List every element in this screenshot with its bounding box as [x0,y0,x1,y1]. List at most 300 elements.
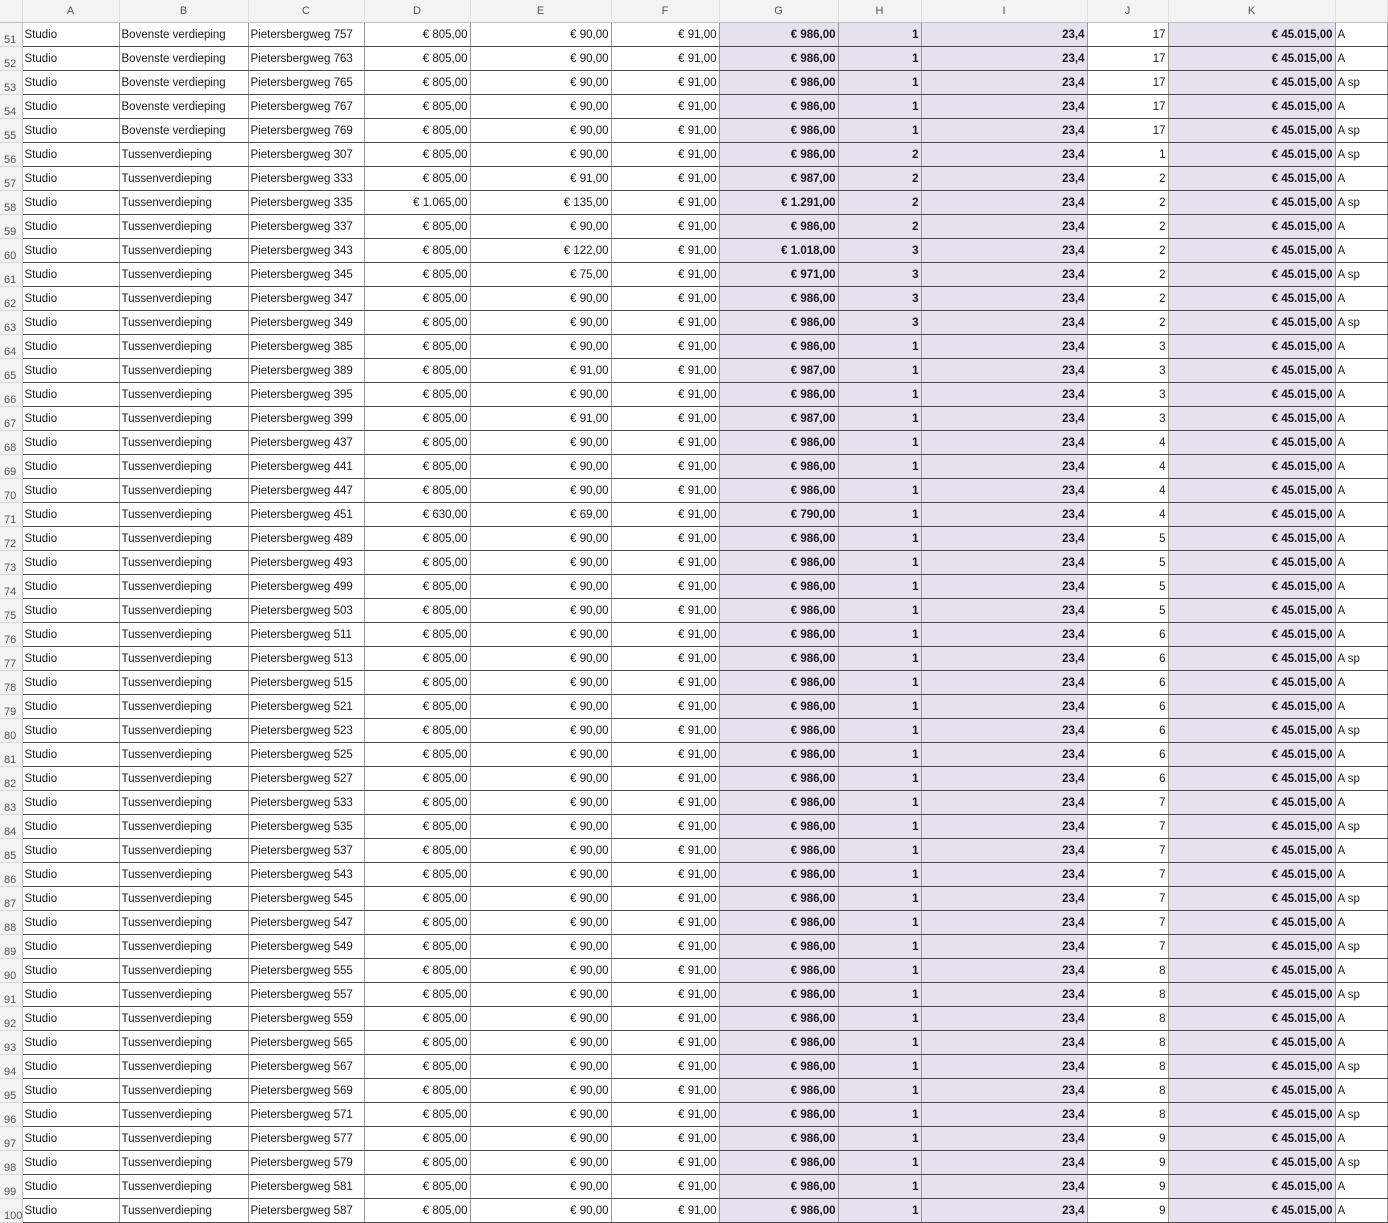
cell-floor[interactable]: Tussenverdieping [119,839,248,863]
row-header[interactable]: 83 [0,791,22,815]
cell-income-limit[interactable]: € 45.015,00 [1168,431,1335,455]
cell-service-costs[interactable]: € 90,00 [470,767,611,791]
cell-total-rent[interactable]: € 986,00 [719,575,838,599]
cell-type[interactable]: Studio [22,431,119,455]
cell-total-rent[interactable]: € 986,00 [719,623,838,647]
cell-count[interactable]: 1 [838,1175,921,1199]
cell-total-rent[interactable]: € 986,00 [719,335,838,359]
column-header-h[interactable]: H [838,0,921,23]
cell-type[interactable]: Studio [22,407,119,431]
cell-floor-number[interactable]: 2 [1087,239,1168,263]
cell-address[interactable]: Pietersbergweg 503 [248,599,364,623]
cell-count[interactable]: 1 [838,47,921,71]
cell-income-limit[interactable]: € 45.015,00 [1168,239,1335,263]
cell-income-limit[interactable]: € 45.015,00 [1168,575,1335,599]
cell-total-rent[interactable]: € 986,00 [719,695,838,719]
cell-area[interactable]: 23,4 [921,239,1087,263]
cell-label[interactable]: A [1335,1079,1387,1103]
cell-count[interactable]: 1 [838,1055,921,1079]
cell-floor-number[interactable]: 3 [1087,407,1168,431]
cell-address[interactable]: Pietersbergweg 547 [248,911,364,935]
cell-base-rent[interactable]: € 805,00 [364,143,470,167]
cell-floor[interactable]: Tussenverdieping [119,815,248,839]
cell-other-costs[interactable]: € 91,00 [611,455,719,479]
cell-other-costs[interactable]: € 91,00 [611,191,719,215]
cell-count[interactable]: 1 [838,431,921,455]
cell-label[interactable]: A [1335,575,1387,599]
cell-service-costs[interactable]: € 90,00 [470,1031,611,1055]
cell-base-rent[interactable]: € 805,00 [364,455,470,479]
cell-base-rent[interactable]: € 805,00 [364,575,470,599]
cell-label[interactable]: A sp [1335,983,1387,1007]
cell-income-limit[interactable]: € 45.015,00 [1168,1175,1335,1199]
cell-total-rent[interactable]: € 986,00 [719,1151,838,1175]
cell-other-costs[interactable]: € 91,00 [611,1151,719,1175]
cell-label[interactable]: A sp [1335,719,1387,743]
cell-area[interactable]: 23,4 [921,1151,1087,1175]
cell-service-costs[interactable]: € 90,00 [470,935,611,959]
cell-total-rent[interactable]: € 986,00 [719,863,838,887]
cell-address[interactable]: Pietersbergweg 489 [248,527,364,551]
cell-floor[interactable]: Tussenverdieping [119,143,248,167]
cell-service-costs[interactable]: € 90,00 [470,551,611,575]
cell-count[interactable]: 1 [838,383,921,407]
cell-address[interactable]: Pietersbergweg 765 [248,71,364,95]
cell-area[interactable]: 23,4 [921,527,1087,551]
cell-income-limit[interactable]: € 45.015,00 [1168,527,1335,551]
cell-floor-number[interactable]: 5 [1087,551,1168,575]
cell-address[interactable]: Pietersbergweg 549 [248,935,364,959]
cell-type[interactable]: Studio [22,1055,119,1079]
cell-address[interactable]: Pietersbergweg 767 [248,95,364,119]
cell-service-costs[interactable]: € 91,00 [470,407,611,431]
cell-type[interactable]: Studio [22,743,119,767]
cell-service-costs[interactable]: € 90,00 [470,815,611,839]
cell-area[interactable]: 23,4 [921,743,1087,767]
cell-income-limit[interactable]: € 45.015,00 [1168,23,1335,47]
cell-address[interactable]: Pietersbergweg 587 [248,1199,364,1223]
cell-label[interactable]: A [1335,839,1387,863]
cell-floor-number[interactable]: 8 [1087,983,1168,1007]
cell-base-rent[interactable]: € 805,00 [364,815,470,839]
cell-service-costs[interactable]: € 90,00 [470,887,611,911]
cell-area[interactable]: 23,4 [921,431,1087,455]
cell-total-rent[interactable]: € 986,00 [719,1175,838,1199]
cell-service-costs[interactable]: € 90,00 [470,839,611,863]
cell-floor[interactable]: Tussenverdieping [119,551,248,575]
cell-income-limit[interactable]: € 45.015,00 [1168,647,1335,671]
cell-label[interactable]: A sp [1335,767,1387,791]
cell-label[interactable]: A [1335,671,1387,695]
cell-floor-number[interactable]: 17 [1087,95,1168,119]
cell-floor[interactable]: Tussenverdieping [119,1007,248,1031]
cell-type[interactable]: Studio [22,1031,119,1055]
cell-floor-number[interactable]: 5 [1087,575,1168,599]
cell-service-costs[interactable]: € 90,00 [470,431,611,455]
cell-area[interactable]: 23,4 [921,47,1087,71]
cell-area[interactable]: 23,4 [921,623,1087,647]
cell-base-rent[interactable]: € 805,00 [364,1055,470,1079]
cell-area[interactable]: 23,4 [921,191,1087,215]
cell-base-rent[interactable]: € 805,00 [364,1175,470,1199]
cell-count[interactable]: 1 [838,983,921,1007]
cell-floor[interactable]: Tussenverdieping [119,239,248,263]
cell-count[interactable]: 1 [838,719,921,743]
row-header[interactable]: 95 [0,1079,22,1103]
cell-count[interactable]: 1 [838,479,921,503]
cell-total-rent[interactable]: € 986,00 [719,143,838,167]
cell-type[interactable]: Studio [22,287,119,311]
cell-area[interactable]: 23,4 [921,263,1087,287]
row-header[interactable]: 75 [0,599,22,623]
cell-area[interactable]: 23,4 [921,575,1087,599]
cell-total-rent[interactable]: € 986,00 [719,431,838,455]
cell-floor[interactable]: Tussenverdieping [119,287,248,311]
cell-other-costs[interactable]: € 91,00 [611,887,719,911]
cell-floor-number[interactable]: 8 [1087,959,1168,983]
cell-floor[interactable]: Tussenverdieping [119,671,248,695]
cell-address[interactable]: Pietersbergweg 555 [248,959,364,983]
cell-income-limit[interactable]: € 45.015,00 [1168,983,1335,1007]
cell-count[interactable]: 1 [838,863,921,887]
cell-count[interactable]: 1 [838,335,921,359]
cell-label[interactable]: A [1335,287,1387,311]
cell-address[interactable]: Pietersbergweg 525 [248,743,364,767]
cell-floor-number[interactable]: 6 [1087,719,1168,743]
cell-count[interactable]: 1 [838,1079,921,1103]
cell-income-limit[interactable]: € 45.015,00 [1168,167,1335,191]
cell-floor-number[interactable]: 6 [1087,695,1168,719]
cell-total-rent[interactable]: € 986,00 [719,47,838,71]
cell-income-limit[interactable]: € 45.015,00 [1168,479,1335,503]
cell-label[interactable]: A sp [1335,311,1387,335]
cell-label[interactable]: A sp [1335,119,1387,143]
cell-service-costs[interactable]: € 90,00 [470,23,611,47]
cell-total-rent[interactable]: € 986,00 [719,1055,838,1079]
row-header[interactable]: 59 [0,215,22,239]
cell-area[interactable]: 23,4 [921,1079,1087,1103]
row-header[interactable]: 100 [0,1199,22,1223]
cell-income-limit[interactable]: € 45.015,00 [1168,503,1335,527]
cell-area[interactable]: 23,4 [921,863,1087,887]
cell-area[interactable]: 23,4 [921,287,1087,311]
cell-label[interactable]: A sp [1335,71,1387,95]
cell-area[interactable]: 23,4 [921,383,1087,407]
cell-service-costs[interactable]: € 90,00 [470,71,611,95]
row-header[interactable]: 54 [0,95,22,119]
cell-total-rent[interactable]: € 986,00 [719,647,838,671]
cell-service-costs[interactable]: € 90,00 [470,455,611,479]
cell-address[interactable]: Pietersbergweg 579 [248,1151,364,1175]
cell-label[interactable]: A sp [1335,1151,1387,1175]
cell-floor-number[interactable]: 4 [1087,503,1168,527]
cell-address[interactable]: Pietersbergweg 565 [248,1031,364,1055]
cell-type[interactable]: Studio [22,1175,119,1199]
cell-count[interactable]: 3 [838,287,921,311]
cell-other-costs[interactable]: € 91,00 [611,335,719,359]
cell-income-limit[interactable]: € 45.015,00 [1168,695,1335,719]
cell-count[interactable]: 1 [838,623,921,647]
cell-floor[interactable]: Tussenverdieping [119,527,248,551]
cell-type[interactable]: Studio [22,47,119,71]
cell-type[interactable]: Studio [22,143,119,167]
cell-total-rent[interactable]: € 971,00 [719,263,838,287]
cell-label[interactable]: A [1335,503,1387,527]
cell-floor[interactable]: Tussenverdieping [119,335,248,359]
cell-label[interactable]: A [1335,743,1387,767]
cell-address[interactable]: Pietersbergweg 571 [248,1103,364,1127]
cell-area[interactable]: 23,4 [921,119,1087,143]
cell-type[interactable]: Studio [22,119,119,143]
cell-total-rent[interactable]: € 986,00 [719,551,838,575]
cell-total-rent[interactable]: € 986,00 [719,887,838,911]
cell-label[interactable]: A [1335,1007,1387,1031]
cell-floor[interactable]: Bovenste verdieping [119,47,248,71]
cell-base-rent[interactable]: € 805,00 [364,383,470,407]
row-header[interactable]: 97 [0,1127,22,1151]
cell-address[interactable]: Pietersbergweg 543 [248,863,364,887]
cell-income-limit[interactable]: € 45.015,00 [1168,719,1335,743]
cell-area[interactable]: 23,4 [921,599,1087,623]
cell-other-costs[interactable]: € 91,00 [611,167,719,191]
cell-service-costs[interactable]: € 90,00 [470,215,611,239]
cell-service-costs[interactable]: € 90,00 [470,1103,611,1127]
cell-total-rent[interactable]: € 986,00 [719,311,838,335]
row-header[interactable]: 67 [0,407,22,431]
cell-floor-number[interactable]: 5 [1087,599,1168,623]
row-header[interactable]: 92 [0,1007,22,1031]
cell-area[interactable]: 23,4 [921,791,1087,815]
cell-type[interactable]: Studio [22,383,119,407]
cell-income-limit[interactable]: € 45.015,00 [1168,455,1335,479]
cell-type[interactable]: Studio [22,791,119,815]
cell-label[interactable]: A sp [1335,815,1387,839]
cell-other-costs[interactable]: € 91,00 [611,1199,719,1223]
cell-income-limit[interactable]: € 45.015,00 [1168,551,1335,575]
cell-income-limit[interactable]: € 45.015,00 [1168,1103,1335,1127]
cell-base-rent[interactable]: € 805,00 [364,791,470,815]
cell-label[interactable]: A [1335,335,1387,359]
row-header[interactable]: 70 [0,479,22,503]
cell-other-costs[interactable]: € 91,00 [611,767,719,791]
cell-total-rent[interactable]: € 790,00 [719,503,838,527]
cell-address[interactable]: Pietersbergweg 513 [248,647,364,671]
cell-floor[interactable]: Tussenverdieping [119,599,248,623]
cell-address[interactable]: Pietersbergweg 447 [248,479,364,503]
cell-address[interactable]: Pietersbergweg 333 [248,167,364,191]
cell-base-rent[interactable]: € 805,00 [364,95,470,119]
cell-service-costs[interactable]: € 122,00 [470,239,611,263]
cell-type[interactable]: Studio [22,575,119,599]
cell-count[interactable]: 1 [838,1127,921,1151]
cell-label[interactable]: A [1335,1127,1387,1151]
cell-floor[interactable]: Tussenverdieping [119,1127,248,1151]
cell-count[interactable]: 1 [838,407,921,431]
column-header-f[interactable]: F [611,0,719,23]
cell-count[interactable]: 1 [838,527,921,551]
cell-type[interactable]: Studio [22,311,119,335]
cell-address[interactable]: Pietersbergweg 493 [248,551,364,575]
cell-address[interactable]: Pietersbergweg 757 [248,23,364,47]
column-header-k[interactable]: K [1168,0,1335,23]
cell-income-limit[interactable]: € 45.015,00 [1168,263,1335,287]
cell-total-rent[interactable]: € 986,00 [719,743,838,767]
cell-income-limit[interactable]: € 45.015,00 [1168,71,1335,95]
cell-type[interactable]: Studio [22,239,119,263]
cell-count[interactable]: 2 [838,167,921,191]
cell-area[interactable]: 23,4 [921,1199,1087,1223]
cell-type[interactable]: Studio [22,263,119,287]
cell-total-rent[interactable]: € 986,00 [719,527,838,551]
row-header[interactable]: 78 [0,671,22,695]
cell-type[interactable]: Studio [22,983,119,1007]
cell-base-rent[interactable]: € 1.065,00 [364,191,470,215]
cell-address[interactable]: Pietersbergweg 769 [248,119,364,143]
cell-income-limit[interactable]: € 45.015,00 [1168,839,1335,863]
cell-income-limit[interactable]: € 45.015,00 [1168,791,1335,815]
cell-total-rent[interactable]: € 986,00 [719,1079,838,1103]
column-header-c[interactable]: C [248,0,364,23]
cell-label[interactable]: A sp [1335,935,1387,959]
cell-base-rent[interactable]: € 805,00 [364,47,470,71]
cell-floor[interactable]: Tussenverdieping [119,1055,248,1079]
cell-address[interactable]: Pietersbergweg 559 [248,1007,364,1031]
cell-service-costs[interactable]: € 90,00 [470,1151,611,1175]
cell-income-limit[interactable]: € 45.015,00 [1168,359,1335,383]
cell-count[interactable]: 1 [838,1151,921,1175]
cell-total-rent[interactable]: € 986,00 [719,455,838,479]
cell-floor-number[interactable]: 17 [1087,47,1168,71]
row-header[interactable]: 52 [0,47,22,71]
cell-type[interactable]: Studio [22,95,119,119]
cell-floor-number[interactable]: 8 [1087,1055,1168,1079]
cell-other-costs[interactable]: € 91,00 [611,527,719,551]
cell-total-rent[interactable]: € 986,00 [719,791,838,815]
cell-base-rent[interactable]: € 805,00 [364,479,470,503]
cell-service-costs[interactable]: € 90,00 [470,335,611,359]
cell-total-rent[interactable]: € 986,00 [719,839,838,863]
cell-floor[interactable]: Tussenverdieping [119,1199,248,1223]
cell-other-costs[interactable]: € 91,00 [611,839,719,863]
cell-total-rent[interactable]: € 987,00 [719,167,838,191]
cell-area[interactable]: 23,4 [921,935,1087,959]
cell-total-rent[interactable]: € 986,00 [719,1127,838,1151]
cell-type[interactable]: Studio [22,503,119,527]
cell-floor-number[interactable]: 1 [1087,143,1168,167]
cell-floor-number[interactable]: 6 [1087,671,1168,695]
row-header[interactable]: 93 [0,1031,22,1055]
cell-address[interactable]: Pietersbergweg 345 [248,263,364,287]
cell-address[interactable]: Pietersbergweg 511 [248,623,364,647]
cell-base-rent[interactable]: € 805,00 [364,863,470,887]
cell-total-rent[interactable]: € 986,00 [719,71,838,95]
cell-service-costs[interactable]: € 90,00 [470,1175,611,1199]
cell-area[interactable]: 23,4 [921,647,1087,671]
cell-floor-number[interactable]: 9 [1087,1151,1168,1175]
cell-address[interactable]: Pietersbergweg 533 [248,791,364,815]
column-header-d[interactable]: D [364,0,470,23]
row-header[interactable]: 65 [0,359,22,383]
cell-address[interactable]: Pietersbergweg 347 [248,287,364,311]
cell-count[interactable]: 1 [838,599,921,623]
cell-service-costs[interactable]: € 91,00 [470,359,611,383]
row-header[interactable]: 82 [0,767,22,791]
cell-label[interactable]: A [1335,407,1387,431]
cell-count[interactable]: 1 [838,359,921,383]
cell-count[interactable]: 2 [838,191,921,215]
cell-income-limit[interactable]: € 45.015,00 [1168,1199,1335,1223]
cell-count[interactable]: 1 [838,575,921,599]
cell-type[interactable]: Studio [22,767,119,791]
cell-address[interactable]: Pietersbergweg 535 [248,815,364,839]
cell-service-costs[interactable]: € 90,00 [470,623,611,647]
row-header[interactable]: 71 [0,503,22,527]
cell-total-rent[interactable]: € 986,00 [719,95,838,119]
cell-floor[interactable]: Tussenverdieping [119,455,248,479]
cell-area[interactable]: 23,4 [921,887,1087,911]
cell-service-costs[interactable]: € 135,00 [470,191,611,215]
cell-type[interactable]: Studio [22,167,119,191]
cell-floor[interactable]: Tussenverdieping [119,935,248,959]
cell-count[interactable]: 1 [838,935,921,959]
cell-count[interactable]: 3 [838,263,921,287]
cell-floor-number[interactable]: 7 [1087,791,1168,815]
cell-base-rent[interactable]: € 805,00 [364,623,470,647]
cell-area[interactable]: 23,4 [921,1007,1087,1031]
cell-income-limit[interactable]: € 45.015,00 [1168,623,1335,647]
cell-area[interactable]: 23,4 [921,815,1087,839]
cell-area[interactable]: 23,4 [921,551,1087,575]
row-header[interactable]: 77 [0,647,22,671]
row-header[interactable]: 61 [0,263,22,287]
cell-type[interactable]: Studio [22,599,119,623]
row-header[interactable]: 80 [0,719,22,743]
cell-type[interactable]: Studio [22,959,119,983]
cell-total-rent[interactable]: € 986,00 [719,119,838,143]
cell-other-costs[interactable]: € 91,00 [611,287,719,311]
row-header[interactable]: 72 [0,527,22,551]
cell-area[interactable]: 23,4 [921,479,1087,503]
row-header[interactable]: 76 [0,623,22,647]
cell-type[interactable]: Studio [22,335,119,359]
cell-count[interactable]: 2 [838,215,921,239]
cell-income-limit[interactable]: € 45.015,00 [1168,911,1335,935]
cell-income-limit[interactable]: € 45.015,00 [1168,119,1335,143]
cell-service-costs[interactable]: € 90,00 [470,119,611,143]
row-header[interactable]: 99 [0,1175,22,1199]
row-header[interactable]: 63 [0,311,22,335]
cell-base-rent[interactable]: € 805,00 [364,599,470,623]
cell-base-rent[interactable]: € 805,00 [364,1127,470,1151]
cell-floor[interactable]: Tussenverdieping [119,647,248,671]
cell-count[interactable]: 3 [838,239,921,263]
cell-base-rent[interactable]: € 805,00 [364,1199,470,1223]
cell-other-costs[interactable]: € 91,00 [611,431,719,455]
cell-count[interactable]: 2 [838,143,921,167]
select-all-corner[interactable] [0,0,22,23]
cell-service-costs[interactable]: € 90,00 [470,671,611,695]
cell-floor-number[interactable]: 2 [1087,287,1168,311]
cell-income-limit[interactable]: € 45.015,00 [1168,767,1335,791]
cell-service-costs[interactable]: € 90,00 [470,1127,611,1151]
cell-other-costs[interactable]: € 91,00 [611,1103,719,1127]
cell-base-rent[interactable]: € 805,00 [364,287,470,311]
cell-service-costs[interactable]: € 90,00 [470,479,611,503]
cell-label[interactable]: A sp [1335,191,1387,215]
cell-total-rent[interactable]: € 986,00 [719,479,838,503]
cell-base-rent[interactable]: € 805,00 [364,647,470,671]
cell-floor-number[interactable]: 7 [1087,815,1168,839]
